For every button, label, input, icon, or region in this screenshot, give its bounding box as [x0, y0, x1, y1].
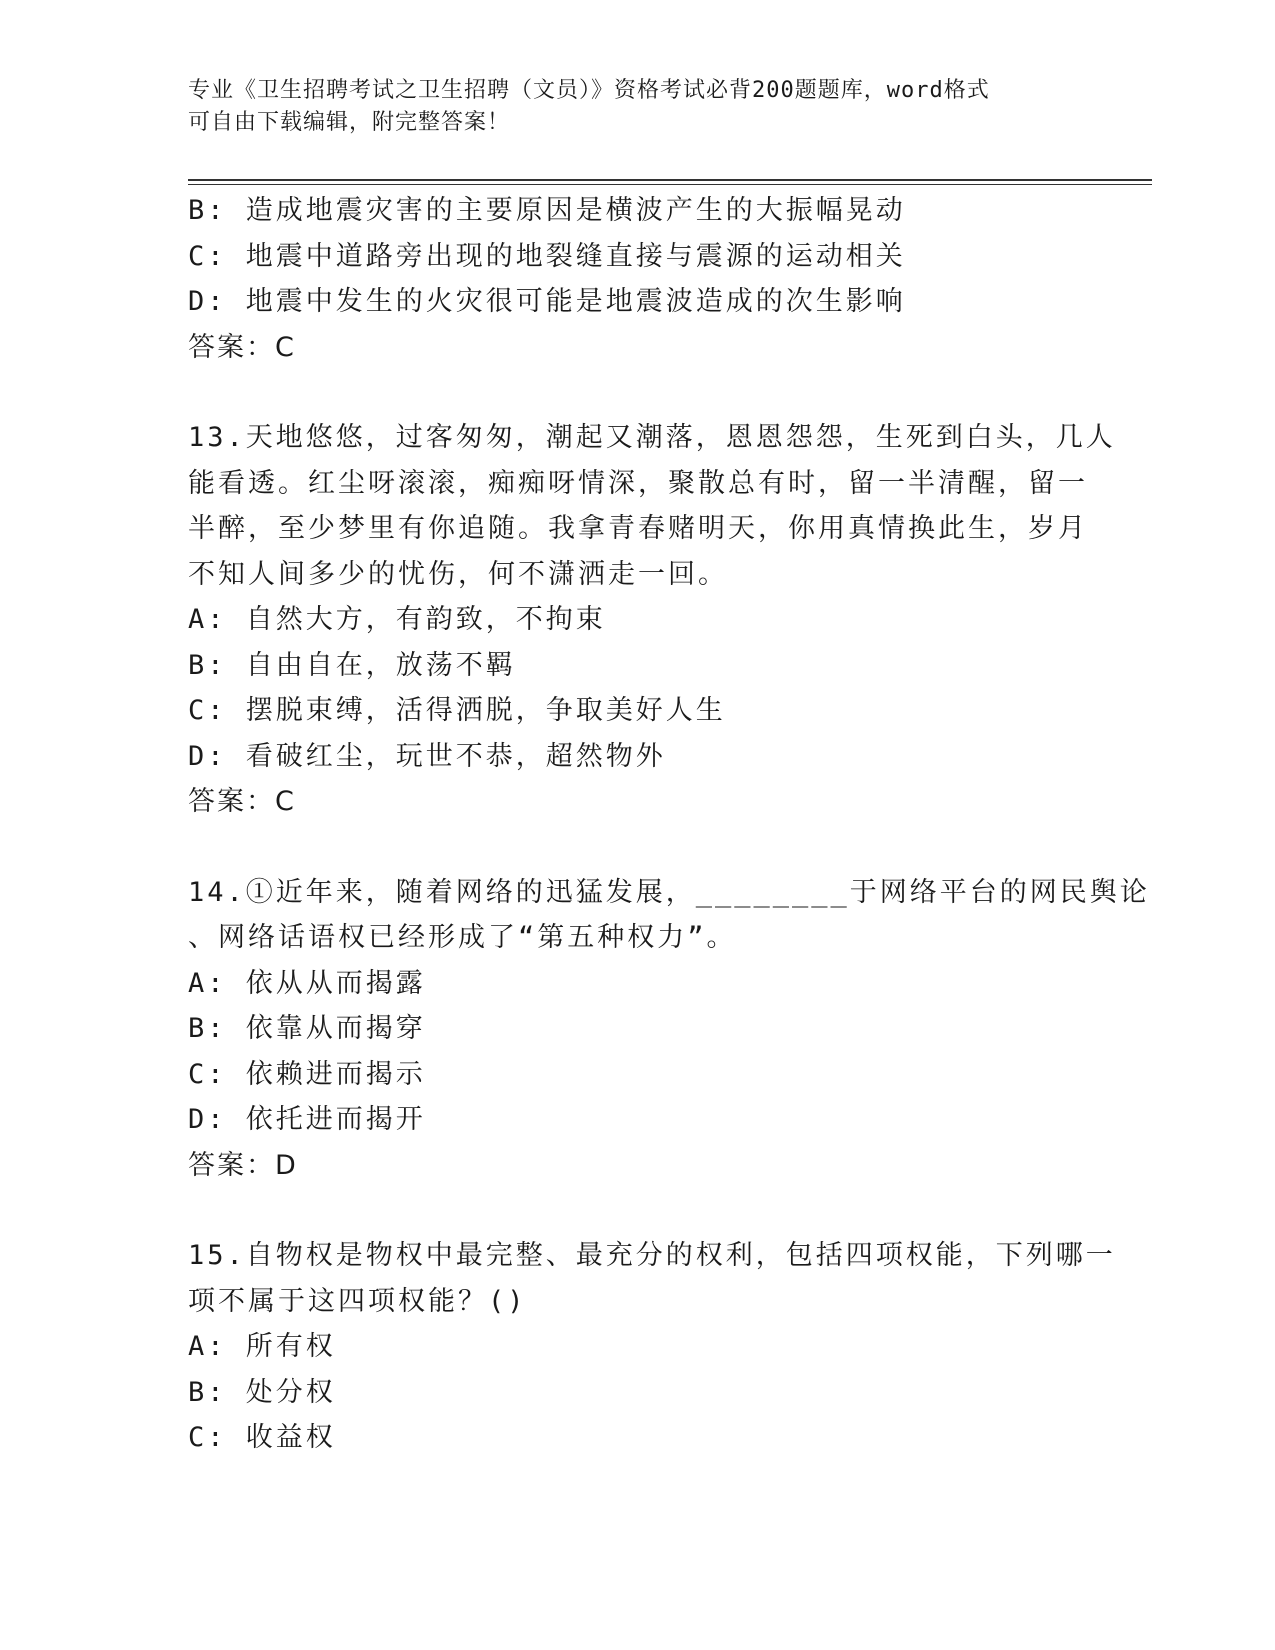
answer-line: 答案：C	[188, 331, 296, 363]
option-c: C: 摆脱束缚，活得洒脱，争取美好人生	[188, 695, 726, 726]
option-c: C: 收益权	[188, 1422, 336, 1453]
question-stem-line: 14.①近年来，随着网络的迅猛发展，________于网络平台的网民舆论	[188, 876, 1150, 908]
option-b: B: 处分权	[188, 1376, 336, 1408]
spacer	[188, 1188, 1088, 1233]
option-a: A: 所有权	[188, 1331, 336, 1362]
document-header	[188, 75, 1068, 139]
option-b: B: 依靠从而揭穿	[188, 1013, 426, 1044]
header-line-2: 可自由下载编辑，附完整答案！	[188, 110, 511, 135]
question-stem-line: 能看透。红尘呀滚滚，痴痴呀情深，聚散总有时，留一半清醒，留一	[188, 467, 1088, 499]
question-stem-line: 不知人间多少的忧伤，何不潇洒走一回。	[188, 558, 728, 590]
option-a: A: 自然大方，有韵致，不拘束	[188, 604, 606, 635]
question-stem-line: 、网络话语权已经形成了“第五种权力”。	[188, 922, 737, 953]
question-content	[188, 188, 1150, 1461]
question-stem-line: 项不属于这四项权能？()	[188, 1285, 527, 1317]
question-12	[188, 188, 1088, 370]
spacer	[188, 370, 1088, 415]
option-b: B: 自由自在，放荡不羁	[188, 649, 516, 681]
answer-line: 答案：D	[188, 1149, 298, 1181]
option-c: C: 地震中道路旁出现的地裂缝直接与震源的运动相关	[188, 240, 906, 272]
question-14	[188, 870, 1150, 1189]
option-c: C: 依赖进而揭示	[188, 1058, 426, 1090]
question-stem-line: 半醉，至少梦里有你追随。我拿青春赌明天，你用真情换此生，岁月	[188, 513, 1088, 544]
header-rule-thick	[188, 179, 1152, 181]
header-rule-thin	[188, 184, 1152, 185]
option-d: D: 看破红尘，玩世不恭，超然物外	[188, 740, 666, 772]
spacer	[188, 825, 1088, 870]
option-d: D: 地震中发生的火灾很可能是地震波造成的次生影响	[188, 286, 906, 317]
question-13	[188, 415, 1116, 825]
option-d: D: 依托进而揭开	[188, 1104, 426, 1135]
answer-line: 答案：C	[188, 786, 296, 817]
question-15	[188, 1233, 1116, 1461]
header-line-1: 专业《卫生招聘考试之卫生招聘（文员）》资格考试必背200题题库，word格式	[188, 78, 990, 103]
option-a: A: 依从从而揭露	[188, 967, 426, 999]
question-stem-line: 15.自物权是物权中最完整、最充分的权利，包括四项权能，下列哪一	[188, 1240, 1116, 1271]
question-stem-line: 13.天地悠悠，过客匆匆，潮起又潮落，恩恩怨怨，生死到白头，几人	[188, 422, 1116, 453]
option-b: B: 造成地震灾害的主要原因是横波产生的大振幅晃动	[188, 195, 906, 226]
